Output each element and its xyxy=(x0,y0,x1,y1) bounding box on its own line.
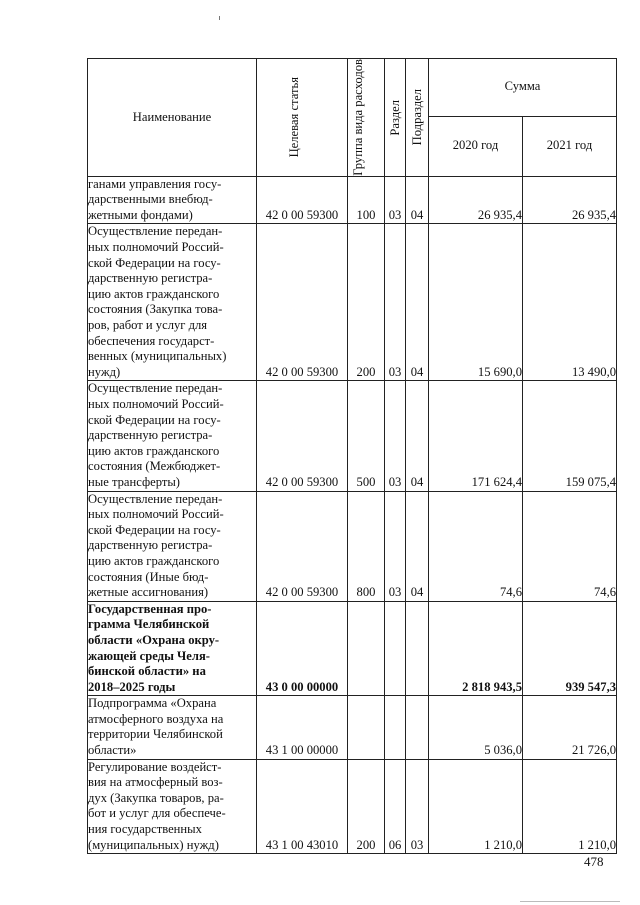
header-year-2020: 2020 год xyxy=(429,116,523,176)
row-target: 42 0 00 59300 xyxy=(257,381,348,491)
header-expense-group-label: Группа вида расходов xyxy=(351,59,365,176)
row-subsection: 04 xyxy=(406,491,429,601)
row-section: 03 xyxy=(385,491,406,601)
table-row xyxy=(88,696,617,759)
row-subsection: 04 xyxy=(406,224,429,381)
row-name: Осуществление передан- ных полномочий Россий- ской Федерации на госу- дарственную регистра- цию актов гражданского состояния (Межбюджет- ные трансферты) xyxy=(88,381,224,489)
row-group: 200 xyxy=(348,224,385,381)
row-target: 42 0 00 59300 xyxy=(257,176,348,224)
row-name: Государственная про- грамма Челябинской области «Охрана окру- жающей среды Челя- бинской области» на 2018–2025 годы xyxy=(88,601,220,694)
row-group xyxy=(348,696,385,759)
row-subsection: 04 xyxy=(406,381,429,491)
row-subsection xyxy=(406,696,429,759)
header-year-2021: 2021 год xyxy=(523,116,617,176)
row-sum-2021: 939 547,3 xyxy=(523,601,617,696)
row-group: 800 xyxy=(348,491,385,601)
row-section: 03 xyxy=(385,381,406,491)
header-subsection xyxy=(406,59,429,177)
header-sum: Сумма xyxy=(429,59,617,117)
table-row xyxy=(88,224,617,381)
row-sum-2021: 21 726,0 xyxy=(523,696,617,759)
row-sum-2020: 74,6 xyxy=(429,491,523,601)
row-section: 06 xyxy=(385,759,406,854)
row-sum-2020: 5 036,0 xyxy=(429,696,523,759)
scan-mark xyxy=(219,16,220,20)
header-expense-group xyxy=(348,59,385,177)
page-number: 478 xyxy=(584,854,604,869)
row-subsection: 03 xyxy=(406,759,429,854)
row-name: Осуществление передан- ных полномочий Россий- ской Федерации на госу- дарственную регистра- цию актов гражданского состояния (Иные бюд- жетные ассигнования) xyxy=(88,491,224,600)
row-group xyxy=(348,601,385,696)
header-subsection-label: Подраздел xyxy=(409,89,424,146)
row-name: Подпрограмма «Охрана атмосферного воздуха на территории Челябинской области» xyxy=(88,696,224,758)
row-group: 500 xyxy=(348,381,385,491)
budget-table xyxy=(87,58,617,854)
header-section-label: Раздел xyxy=(387,99,402,136)
row-target: 43 0 00 00000 xyxy=(257,601,348,696)
row-section xyxy=(385,601,406,696)
row-target: 42 0 00 59300 xyxy=(257,491,348,601)
table-row xyxy=(88,381,617,491)
row-sum-2021: 1 210,0 xyxy=(523,759,617,854)
row-target: 42 0 00 59300 xyxy=(257,224,348,381)
row-sum-2020: 1 210,0 xyxy=(429,759,523,854)
row-sum-2020: 171 624,4 xyxy=(429,381,523,491)
row-sum-2020: 2 818 943,5 xyxy=(429,601,523,696)
table-body xyxy=(88,176,617,854)
table-row xyxy=(88,759,617,854)
row-group: 200 xyxy=(348,759,385,854)
row-subsection xyxy=(406,601,429,696)
row-name: Осуществление передан- ных полномочий Россий- ской Федерации на госу- дарственную регистра- цию актов гражданского состояния (Закупка това- ров, работ и услуг для обеспечения государст- венных (муниципальных) нужд) xyxy=(88,224,227,379)
header-target-article-label: Целевая статья xyxy=(287,77,301,158)
row-section: 03 xyxy=(385,176,406,224)
row-target: 43 1 00 00000 xyxy=(257,696,348,759)
row-subsection: 04 xyxy=(406,176,429,224)
row-name: ганами управления госу- дарственными внебюд- жетными фондами) xyxy=(88,176,222,222)
header-target-article xyxy=(257,59,348,177)
row-section: 03 xyxy=(385,224,406,381)
table-row xyxy=(88,176,617,224)
row-target: 43 1 00 43010 xyxy=(257,759,348,854)
row-sum-2021: 26 935,4 xyxy=(523,176,617,224)
row-group: 100 xyxy=(348,176,385,224)
table-row xyxy=(88,601,617,696)
table-row xyxy=(88,491,617,601)
row-sum-2021: 159 075,4 xyxy=(523,381,617,491)
row-sum-2020: 26 935,4 xyxy=(429,176,523,224)
row-sum-2020: 15 690,0 xyxy=(429,224,523,381)
header-section xyxy=(385,59,406,177)
header-name: Наименование xyxy=(88,59,257,177)
row-sum-2021: 13 490,0 xyxy=(523,224,617,381)
row-section xyxy=(385,696,406,759)
scan-edge-line xyxy=(520,901,620,902)
row-sum-2021: 74,6 xyxy=(523,491,617,601)
row-name: Регулирование воздейст- вия на атмосферный воз- дух (Закупка товаров, ра- бот и услуг для обеспече- ния государственных (муниципальных) нужд) xyxy=(88,759,226,852)
